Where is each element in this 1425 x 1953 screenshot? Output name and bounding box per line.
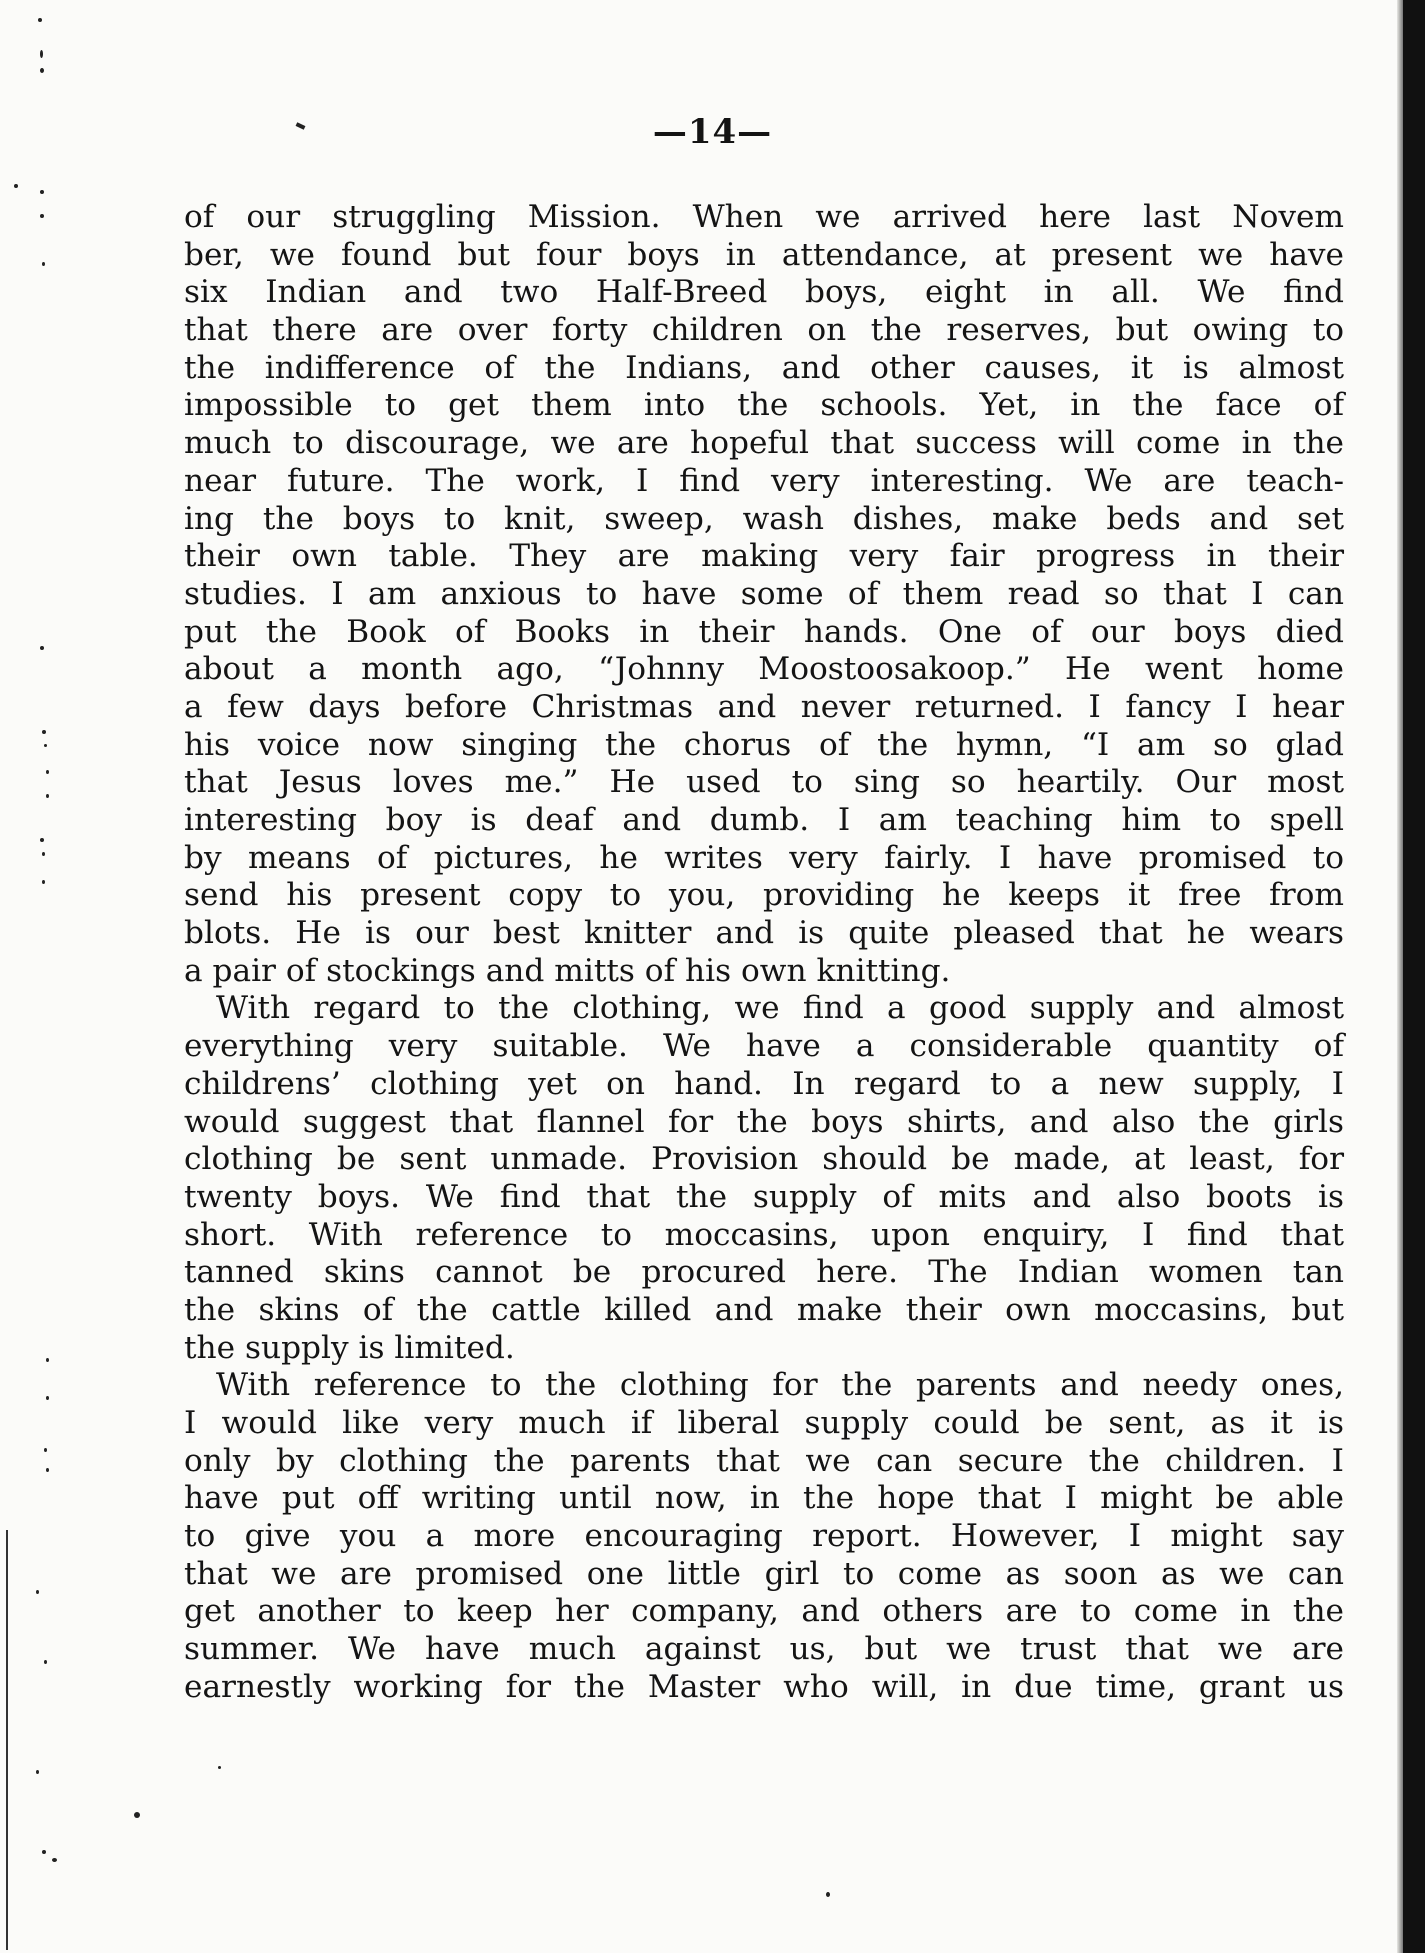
speck bbox=[40, 646, 44, 650]
text-line: With regard to the clothing, we find a good supply and almost bbox=[216, 990, 1344, 1027]
text-line: studies. I am anxious to have some of them read so that I can bbox=[184, 575, 1344, 612]
text-line: near future. The work, I find very interesting. We are teach- bbox=[184, 462, 1344, 499]
text-line: short. With reference to moccasins, upon enquiry, I find that bbox=[184, 1216, 1344, 1253]
speck bbox=[52, 1858, 57, 1862]
speck bbox=[40, 50, 43, 58]
speck bbox=[14, 184, 18, 188]
text-line: tanned skins cannot be procured here. The Indian women tan bbox=[184, 1254, 1344, 1291]
text-line: interesting boy is deaf and dumb. I am teaching him to spell bbox=[184, 802, 1344, 838]
speck bbox=[38, 18, 42, 22]
stray-mark bbox=[134, 1812, 140, 1818]
text-line: of our struggling Mission. When we arrived here last Novem bbox=[184, 199, 1344, 235]
margin-specks bbox=[0, 0, 60, 1953]
text-line: have put off writing until now, in the hope that I might be able bbox=[184, 1480, 1344, 1517]
speck bbox=[42, 852, 45, 856]
text-line: that there are over forty children on the reserves, but owing to bbox=[184, 312, 1344, 349]
speck bbox=[42, 1850, 46, 1854]
speck bbox=[40, 838, 44, 842]
text-line: everything very suitable. We have a considerable quantity of bbox=[184, 1028, 1344, 1065]
text-line: With reference to the clothing for the parents and needy ones, bbox=[216, 1367, 1344, 1404]
text-line: would suggest that flannel for the boys shirts, and also the girls bbox=[184, 1103, 1344, 1140]
text-line: a pair of stockings and mitts of his own knitting. bbox=[184, 952, 951, 989]
text-line: summer. We have much against us, but we trust that we are bbox=[184, 1631, 1344, 1668]
paragraph bbox=[184, 990, 1344, 1367]
text-line: twenty boys. We find that the supply of mits and also boots is bbox=[184, 1178, 1344, 1215]
page-number: —14— bbox=[652, 112, 773, 152]
page-binding-edge bbox=[1403, 0, 1425, 1953]
paragraph bbox=[184, 1367, 1344, 1706]
speck bbox=[44, 1660, 47, 1664]
speck bbox=[42, 262, 45, 266]
text-line: blots. He is our best knitter and is quite pleased that he wears bbox=[184, 915, 1344, 952]
text-line: I would like very much if liberal supply could be sent, as it is bbox=[184, 1405, 1344, 1441]
text-line: that we are promised one little girl to come as soon as we can bbox=[184, 1555, 1344, 1592]
stray-mark bbox=[218, 1766, 221, 1769]
speck bbox=[40, 190, 44, 194]
speck bbox=[40, 68, 44, 73]
text-line: that Jesus loves me.” He used to sing so heartily. Our most bbox=[184, 764, 1344, 801]
text-line: by means of pictures, he writes very fairly. I have promised to bbox=[184, 839, 1344, 876]
text-line: his voice now singing the chorus of the hymn, “I am so glad bbox=[184, 726, 1344, 763]
text-line: the indifference of the Indians, and other causes, it is almost bbox=[184, 349, 1344, 386]
paragraph bbox=[184, 199, 1344, 990]
speck bbox=[46, 1468, 49, 1472]
text-line: about a month ago, “Johnny Moostoosakoop.” He went home bbox=[184, 651, 1344, 688]
body-text bbox=[184, 199, 1344, 1707]
text-line: ber, we found but four boys in attendance, at present we have bbox=[184, 236, 1344, 273]
speck bbox=[44, 1448, 47, 1452]
text-line: the supply is limited. bbox=[184, 1329, 515, 1366]
stray-mark bbox=[826, 1892, 830, 1897]
text-line: a few days before Christmas and never returned. I fancy I hear bbox=[184, 688, 1344, 725]
speck bbox=[42, 730, 46, 734]
text-line: the skins of the cattle killed and make their own moccasins, but bbox=[184, 1291, 1344, 1328]
text-line: put the Book of Books in their hands. One of our boys died bbox=[184, 613, 1344, 650]
speck bbox=[46, 1396, 49, 1400]
text-line: their own table. They are making very fair progress in their bbox=[184, 538, 1344, 575]
scan-margin-line bbox=[6, 1530, 8, 1950]
speck bbox=[44, 744, 47, 747]
speck bbox=[46, 1358, 49, 1362]
text-line: clothing be sent unmade. Provision should be made, at least, for bbox=[184, 1141, 1344, 1178]
speck bbox=[36, 1590, 39, 1594]
text-line: only by clothing the parents that we can secure the children. I bbox=[184, 1442, 1344, 1479]
text-line: get another to keep her company, and others are to come in the bbox=[184, 1593, 1344, 1630]
text-line: impossible to get them into the schools. Yet, in the face of bbox=[184, 387, 1344, 424]
speck bbox=[36, 1770, 39, 1774]
speck bbox=[46, 794, 49, 798]
text-line: childrens’ clothing yet on hand. In regard to a new supply, I bbox=[184, 1065, 1344, 1102]
text-line: six Indian and two Half-Breed boys, eight in all. We find bbox=[184, 274, 1344, 311]
text-line: much to discourage, we are hopeful that success will come in the bbox=[184, 425, 1344, 462]
speck bbox=[40, 214, 44, 218]
speck bbox=[42, 880, 45, 884]
text-line: earnestly working for the Master who will, in due time, grant us bbox=[184, 1668, 1344, 1705]
speck bbox=[46, 770, 49, 774]
text-line: send his present copy to you, providing he keeps it free from bbox=[184, 877, 1344, 914]
text-line: ing the boys to knit, sweep, wash dishes, make beds and set bbox=[184, 500, 1344, 537]
text-line: to give you a more encouraging report. However, I might say bbox=[184, 1518, 1344, 1555]
